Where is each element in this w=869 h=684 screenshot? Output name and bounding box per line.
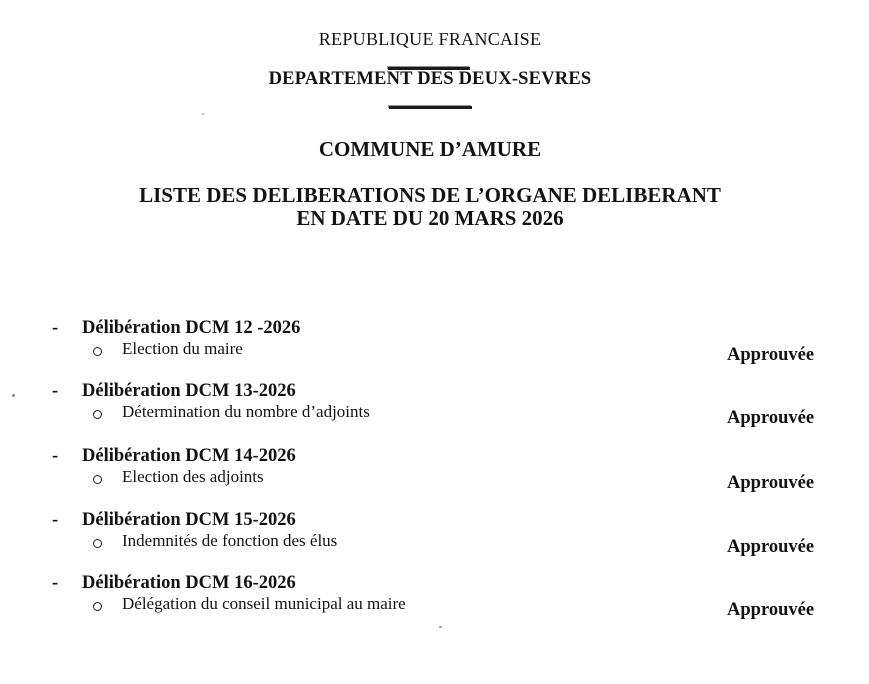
deliberation-title: Délibération DCM 15-2026 (82, 510, 296, 530)
status-approved: Approuvée (727, 600, 815, 620)
deliberation-subject: Indemnités de fonction des élus (122, 531, 338, 550)
scan-speck (202, 113, 204, 115)
deliberation-subject: Détermination du nombre d’adjoints (122, 402, 370, 421)
dash-bullet: - (52, 446, 59, 466)
separator-rule-bottom (389, 106, 472, 109)
deliberation-title: Délibération DCM 13-2026 (82, 381, 296, 401)
deliberation-title: Délibération DCM 16-2026 (82, 573, 296, 593)
dash-bullet: - (52, 573, 59, 593)
scan-speck (439, 626, 442, 628)
document-title-line2: EN DATE DU 20 MARS 2026 (296, 206, 564, 230)
status-approved: Approuvée (727, 537, 815, 557)
status-approved: Approuvée (727, 408, 815, 428)
document-title-line1: LISTE DES DELIBERATIONS DE L’ORGANE DELIBERANT (139, 183, 721, 207)
dash-bullet: - (52, 318, 59, 338)
circle-bullet-icon (93, 347, 102, 356)
deliberation-item (0, 573, 869, 635)
deliberation-item (0, 510, 869, 572)
commune-heading: COMMUNE D’AMURE (318, 137, 542, 161)
deliberation-item (0, 318, 869, 380)
circle-bullet-icon (93, 475, 102, 484)
scan-speck (12, 394, 15, 397)
status-approved: Approuvée (727, 473, 815, 493)
circle-bullet-icon (93, 602, 102, 611)
circle-bullet-icon (93, 539, 102, 548)
republic-heading: REPUBLIQUE FRANCAISE (318, 29, 542, 49)
dash-bullet: - (52, 381, 59, 401)
document-title (0, 184, 860, 230)
deliberation-item (0, 381, 869, 443)
circle-bullet-icon (93, 410, 102, 419)
deliberation-title: Délibération DCM 12 -2026 (82, 318, 301, 338)
deliberation-subject: Délégation du conseil municipal au maire (122, 594, 406, 613)
department-heading: DEPARTEMENT DES DEUX-SEVRES (268, 69, 592, 89)
status-approved: Approuvée (727, 345, 815, 365)
dash-bullet: - (52, 510, 59, 530)
deliberation-item (0, 446, 869, 508)
deliberation-subject: Election des adjoints (122, 467, 264, 486)
deliberation-subject: Election du maire (122, 339, 243, 358)
deliberation-title: Délibération DCM 14-2026 (82, 446, 296, 466)
